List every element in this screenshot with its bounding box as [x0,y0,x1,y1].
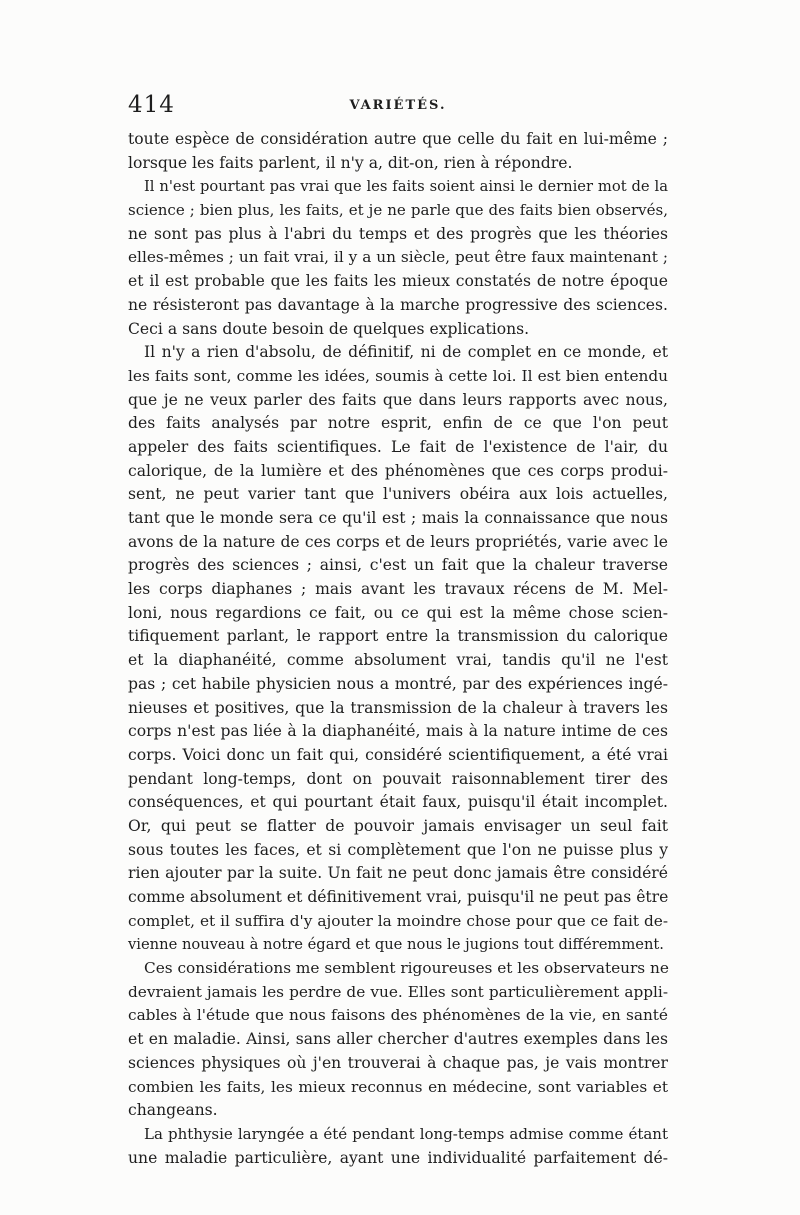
text-line: sous toutes les faces, et si complètement que l'on ne puisse plus y [128,840,668,859]
text-line: pas ; cet habile physicien nous a montré, par des expériences ingé- [128,674,668,693]
text-line: calorique, de la lumière et des phénomènes que ces corps produi- [128,461,668,480]
page-number: 414 [128,92,175,118]
text-line: vienne nouveau à notre égard et que nous le jugions tout différemment. [128,936,664,954]
text-line: comme absolument et définitivement vrai, puisqu'il ne peut pas être [128,888,669,906]
text-line: ne sont pas plus à l'abri du temps et des progrès que les théories [128,224,668,243]
text-line: devraient jamais les perdre de vue. Elles sont particulièrement appli- [128,982,668,1001]
text-line: cables à l'étude que nous faisons des phénomènes de la vie, en santé [128,1006,668,1025]
text-line: tifiquement parlant, le rapport entre la transmission du calorique [128,627,668,646]
text-line: changeans. [128,1101,218,1120]
text-line: Il n'est pourtant pas vrai que les faits soient ainsi le dernier mot de la [144,178,668,196]
text-line: complet, et il suffira d'y ajouter la moindre chose pour que ce fait de- [128,911,668,930]
text-line: les faits sont, comme les idées, soumis à cette loi. Il est bien entendu [128,366,668,385]
text-line: sent, ne peut varier tant que l'univers obéira aux lois actuelles, [128,485,668,504]
text-line: combien les faits, les mieux reconnus en médecine, sont variables et [128,1077,668,1096]
text-line: Ceci a sans doute besoin de quelques explications. [128,319,530,338]
text-line: et en maladie. Ainsi, sans aller chercher d'autres exemples dans les [128,1030,668,1049]
text-line: science ; bien plus, les faits, et je ne parle que des faits bien observés, [128,201,668,220]
text-line: et la diaphanéité, comme absolument vrai, tandis qu'il ne l'est [128,651,668,670]
running-head: VARIÉTÉS. [349,98,447,113]
body-text [128,128,668,1170]
text-line: nieuses et positives, que la transmission de la chaleur à travers les [128,698,668,717]
text-line: Il n'y a rien d'absolu, de définitif, ni de complet en ce monde, et [144,343,668,362]
text-line: une maladie particulière, ayant une individualité parfaitement dé- [128,1148,668,1167]
text-line: appeler des faits scientifiques. Le fait de l'existence de l'air, du [128,437,668,456]
text-line: ne résisteront pas davantage à la marche progressive des sciences. [128,295,668,314]
text-line: corps. Voici donc un fait qui, considéré scientifiquement, a été vrai [128,745,668,764]
text-line: toute espèce de considération autre que celle du fait en lui-même ; [128,130,668,148]
text-line: elles-mêmes ; un fait vrai, il y a un siècle, peut être faux maintenant ; [128,248,668,267]
text-line: avons de la nature de ces corps et de leurs propriétés, varie avec le [128,532,668,551]
text-line: Ces considérations me semblent rigoureuses et les observateurs ne [144,959,669,978]
text-line: Or, qui peut se flatter de pouvoir jamais envisager un seul fait [128,816,668,835]
text-line: lorsque les faits parlent, il n'y a, dit-on, rien à répondre. [128,153,573,172]
page-header [128,92,668,122]
text-line: conséquences, et qui pourtant était faux, puisqu'il était incomplet. [128,793,668,812]
text-line: tant que le monde sera ce qu'il est ; mais la connaissance que nous [128,509,668,527]
text-line: des faits analysés par notre esprit, enfin de ce que l'on peut [128,414,668,433]
text-line: loni, nous regardions ce fait, ou ce qui est la même chose scien- [128,603,668,622]
text-line: progrès des sciences ; ainsi, c'est un fait que la chaleur traverse [128,556,668,575]
text-line: les corps diaphanes ; mais avant les travaux récens de M. Mel- [128,580,668,599]
text-line: et il est probable que les faits les mieux constatés de notre époque [128,272,668,291]
text-line: rien ajouter par la suite. Un fait ne peut donc jamais être considéré [128,864,668,883]
text-line: La phthysie laryngée a été pendant long-temps admise comme étant [144,1124,668,1143]
text-line: corps n'est pas liée à la diaphanéité, mais à la nature intime de ces [128,722,668,741]
text-line: pendant long-temps, dont on pouvait raisonnablement tirer des [128,769,668,788]
text-line: sciences physiques où j'en trouverai à chaque pas, je vais montrer [128,1053,668,1072]
text-line: que je ne veux parler des faits que dans leurs rapports avec nous, [128,390,668,409]
